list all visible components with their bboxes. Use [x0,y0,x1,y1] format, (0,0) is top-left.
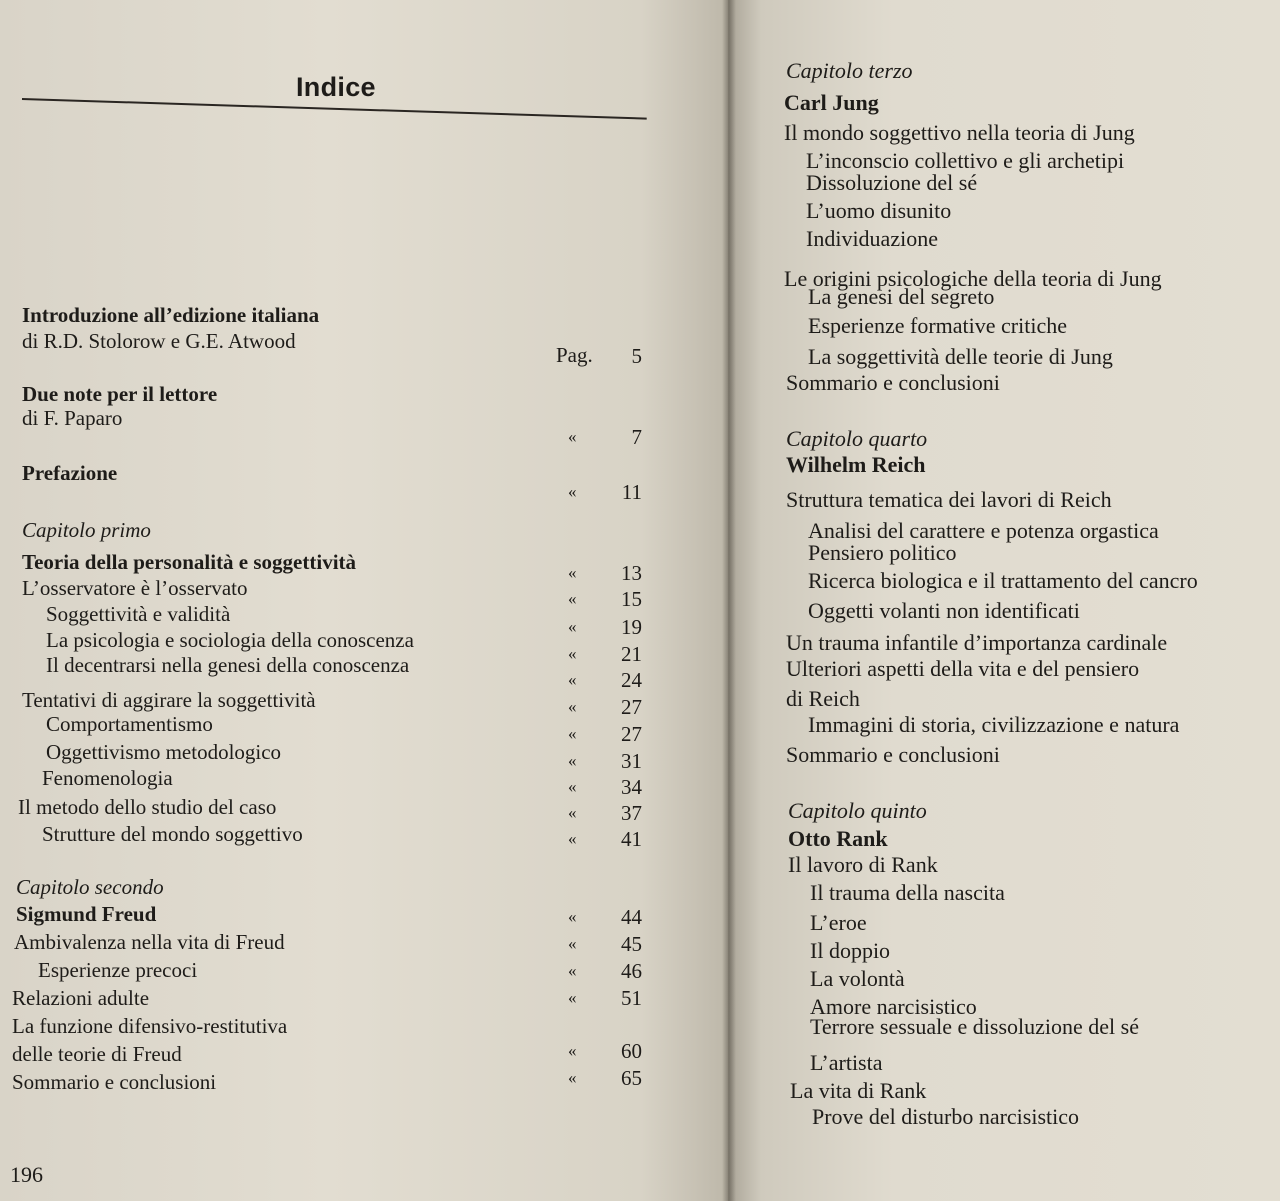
toc-page: 15 [621,587,642,611]
quote-mark: « [568,644,577,663]
toc-entry: Il decentrarsi nella genesi della conoscenza [46,653,410,677]
chapter2-label: Capitolo secondo [16,875,164,899]
toc-entry: L’eroe [810,910,867,935]
chapter5-title: Otto Rank [788,826,888,851]
intro-page: 5 [631,344,642,368]
note-title: Due note per il lettore [22,382,218,406]
toc-entry: di Reich [786,686,860,711]
quote-mark: « [568,1041,577,1060]
toc-entry: Le origini psicologiche della teoria di Jung [784,266,1162,291]
chapter1-title: Teoria della personalità e soggettività [22,550,357,574]
toc-entry: Il mondo soggettivo nella teoria di Jung [784,120,1135,145]
toc-entry: Strutture del mondo soggettivo [42,822,303,846]
quote-mark: « [568,988,577,1007]
toc-entry: L’inconscio collettivo e gli archetipi [806,148,1125,173]
chapter1-label: Capitolo primo [22,518,151,542]
quote-mark: « [568,829,577,848]
chapter3-label: Capitolo terzo [786,58,913,83]
toc-page: 37 [621,801,642,825]
toc-entry: Il lavoro di Rank [788,852,938,877]
toc-entry: Tentativi di aggirare la soggettività [22,688,316,712]
note-author: di F. Paparo [22,406,123,430]
note-page: 7 [631,425,642,449]
toc-page: 46 [621,959,642,983]
toc-entry: Dissoluzione del sé [806,170,978,195]
quote-mark: « [568,934,577,953]
right-page [728,0,1280,1201]
toc-page: 27 [621,695,642,719]
toc-entry: Il metodo dello studio del caso [18,795,277,819]
toc-page: 21 [621,642,642,666]
toc-page: 19 [621,615,642,639]
toc-entry: Ulteriori aspetti della vita e del pensiero [786,656,1140,681]
page-label: Pag. [556,343,593,367]
quote-mark: « [568,589,577,608]
toc-entry: La vita di Rank [790,1078,927,1103]
quote-mark: « [568,482,577,501]
toc-entry: Individuazione [806,226,938,251]
preface-title: Prefazione [22,461,118,485]
quote-mark: « [568,1068,577,1087]
chapter5-label: Capitolo quinto [788,798,927,823]
toc-entry: Amore narcisistico [810,994,977,1019]
toc-page: 31 [621,749,642,773]
toc-entry: Fenomenologia [42,766,173,790]
toc-entry: Il doppio [810,938,891,963]
toc-page: 60 [621,1039,642,1063]
quote-mark: « [568,961,577,980]
quote-mark: « [568,777,577,796]
toc-page: 27 [621,722,642,746]
chapter4-label: Capitolo quarto [786,426,928,451]
toc-entry: Terrore sessuale e dissoluzione del sé [810,1014,1139,1039]
toc-entry: Un trauma infantile d’importanza cardinale [786,630,1168,655]
toc-entry: L’artista [810,1050,883,1075]
toc-page: 41 [621,827,642,851]
toc-entry: La volontà [810,966,905,991]
chapter1-title-page: 13 [621,561,642,585]
chapter4-title: Wilhelm Reich [786,452,926,477]
toc-entry: delle teorie di Freud [12,1042,182,1066]
toc-entry: La genesi del segreto [808,284,995,309]
toc-page: 45 [621,932,642,956]
quote-mark: « [568,803,577,822]
quote-mark: « [568,617,577,636]
chapter2-title-page: 44 [621,905,642,929]
quote-mark: « [568,670,577,689]
quote-mark: « [568,724,577,743]
preface-page: 11 [621,480,642,504]
toc-entry: La soggettività delle teorie di Jung [808,344,1113,369]
toc-entry: Pensiero politico [808,540,957,565]
toc-entry: Ricerca biologica e il trattamento del cancro [808,568,1198,593]
quote-mark: « [568,697,577,716]
toc-entry: Comportamentismo [46,712,213,736]
toc-page: 24 [621,668,642,692]
toc-page: 65 [621,1066,642,1090]
book-gutter [722,0,736,1201]
chapter2-title: Sigmund Freud [16,902,157,926]
toc-entry: Oggettivismo metodologico [46,740,282,764]
toc-entry: Esperienze precoci [38,958,198,982]
toc-entry: Sommario e conclusioni [786,370,1000,395]
toc-entry: Il trauma della nascita [810,880,1005,905]
quote-mark: « [568,907,577,926]
toc-entry: Immagini di storia, civilizzazione e natura [808,712,1180,737]
intro-title: Introduzione all’edizione italiana [22,303,320,327]
toc-entry: L’uomo disunito [806,198,952,223]
toc-entry: L’osservatore è l’osservato [22,576,248,600]
toc-entry: Oggetti volanti non identificati [808,598,1080,623]
page-number: 196 [10,1162,43,1187]
toc-entry: La funzione difensivo-restitutiva [12,1014,288,1038]
quote-mark: « [568,563,577,582]
toc-entry: Sommario e conclusioni [786,742,1000,767]
toc-entry: Ambivalenza nella vita di Freud [14,930,285,954]
toc-entry: Sommario e conclusioni [12,1070,217,1094]
toc-entry: Soggettività e validità [46,602,231,626]
toc-entry: Relazioni adulte [12,986,150,1010]
chapter3-title: Carl Jung [784,90,879,115]
toc-entry: Struttura tematica dei lavori di Reich [786,487,1112,512]
quote-mark: « [568,751,577,770]
toc-entry: La psicologia e sociologia della conoscenza [46,628,414,652]
intro-authors: di R.D. Stolorow e G.E. Atwood [22,329,296,353]
toc-entry: Analisi del carattere e potenza orgastica [808,518,1159,543]
toc-page: 34 [621,775,642,799]
toc-entry: Esperienze formative critiche [808,313,1067,338]
toc-entry: Prove del disturbo narcisistico [812,1104,1080,1129]
quote-mark: « [568,427,577,446]
toc-page: 51 [621,986,642,1010]
page-title: Indice [296,72,376,102]
toc-right [728,0,1280,1201]
